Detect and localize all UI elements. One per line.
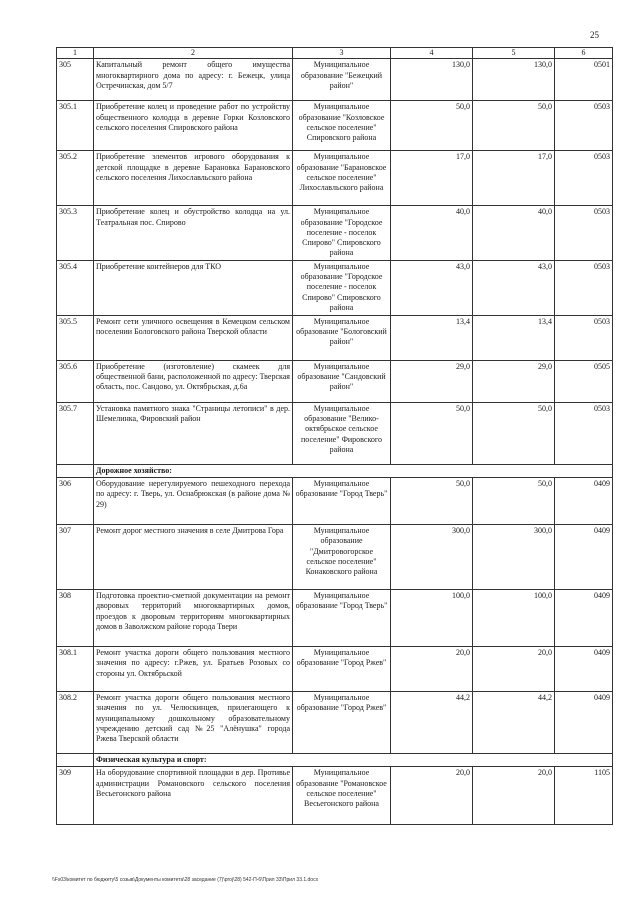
page-number: 25	[590, 30, 599, 40]
municipality-cell: Муниципальное образование "Город Ржев"	[293, 647, 391, 692]
municipality-cell: Муниципальное образование "Дмитровогорское сельское поселение" Конаковского района	[293, 525, 391, 590]
row-number-cell: 305.1	[57, 101, 94, 151]
amount-total-cell: 50,0	[473, 402, 555, 464]
section-title: Дорожное хозяйство:	[94, 464, 613, 477]
table-row	[57, 206, 613, 260]
amount-cell: 130,0	[391, 59, 473, 101]
budget-code-cell: 0503	[555, 101, 613, 151]
table-row	[57, 151, 613, 206]
description-cell: На оборудование спортивной площадки в дер. Противье администрации Романовского сельского поселения Весьегонского района	[94, 767, 293, 825]
row-number-cell: 309	[57, 767, 94, 825]
table-row	[57, 692, 613, 754]
header-col-2: 2	[94, 48, 293, 59]
row-number-cell: 305.5	[57, 315, 94, 360]
table-row	[57, 647, 613, 692]
description-cell: Приобретение (изготовление) скамеек для общественной бани, расположенной по адресу: Тверская область, пос. Сандово, ул. Октябрьская, д.6а	[94, 360, 293, 402]
description-cell: Ремонт участка дороги общего пользования местного значения по адресу: г.Ржев, ул. Братьев Розовых со стороны ул. Октябрьской	[94, 647, 293, 692]
table-row	[57, 360, 613, 402]
description-cell: Оборудование нерегулируемого пешеходного перехода по адресу: г. Тверь, ул. Оснабрюкская (в районе дома № 29)	[94, 478, 293, 525]
amount-total-cell: 44,2	[473, 692, 555, 754]
table-row	[57, 315, 613, 360]
budget-code-cell: 1105	[555, 767, 613, 825]
table-row	[57, 478, 613, 525]
row-number-cell: 305	[57, 59, 94, 101]
row-number-cell: 305.2	[57, 151, 94, 206]
amount-cell: 100,0	[391, 590, 473, 647]
description-cell: Ремонт сети уличного освещения в Кемецком сельском поселении Бологовского района Тверской области	[94, 315, 293, 360]
row-number-cell: 305.7	[57, 402, 94, 464]
amount-cell: 20,0	[391, 647, 473, 692]
amount-cell: 13,4	[391, 315, 473, 360]
municipality-cell: Муниципальное образование "Велико-октябрьское сельское поселение" Фировского района	[293, 402, 391, 464]
amount-total-cell: 100,0	[473, 590, 555, 647]
municipality-cell: Муниципальное образование "Барановское сельское поселение" Лихославльского района	[293, 151, 391, 206]
amount-cell: 29,0	[391, 360, 473, 402]
amount-total-cell: 130,0	[473, 59, 555, 101]
row-number-cell: 308.2	[57, 692, 94, 754]
amount-cell: 40,0	[391, 206, 473, 260]
municipality-cell: Муниципальное образование "Сандовский район"	[293, 360, 391, 402]
table-body	[57, 48, 613, 825]
amount-total-cell: 20,0	[473, 767, 555, 825]
description-cell: Приобретение колец и обустройство колодца на ул. Театральная пос. Спирово	[94, 206, 293, 260]
header-col-4: 4	[391, 48, 473, 59]
table-row	[57, 767, 613, 825]
budget-code-cell: 0503	[555, 260, 613, 315]
table-row	[57, 402, 613, 464]
budget-code-cell: 0409	[555, 692, 613, 754]
municipality-cell: Муниципальное образование "Городское поселение - поселок Спирово" Спировского района	[293, 206, 391, 260]
section-title: Физическая культура и спорт:	[94, 754, 613, 767]
row-number-cell: 305.6	[57, 360, 94, 402]
section-num-cell	[57, 754, 94, 767]
header-col-1: 1	[57, 48, 94, 59]
municipality-cell: Муниципальное образование "Город Тверь"	[293, 590, 391, 647]
description-cell: Приобретение колец и проведение работ по устройству общественного колодца в деревне Горки Козловского сельского поселения Спировского района	[94, 101, 293, 151]
budget-code-cell: 0409	[555, 647, 613, 692]
municipality-cell: Муниципальное образование "Козловское сельское поселение" Спировского района	[293, 101, 391, 151]
row-number-cell: 306	[57, 478, 94, 525]
amount-total-cell: 43,0	[473, 260, 555, 315]
amount-cell: 43,0	[391, 260, 473, 315]
amount-cell: 44,2	[391, 692, 473, 754]
row-number-cell: 308	[57, 590, 94, 647]
row-number-cell: 308.1	[57, 647, 94, 692]
municipality-cell: Муниципальное образование "Город Тверь"	[293, 478, 391, 525]
table-row	[57, 59, 613, 101]
description-cell: Ремонт участка дороги общего пользования местного значения по ул. Челюскинцев, прилегающего к муниципальному дошкольному образовательному учреждению детский сад №25 "Алёнушка" города Ржева Тверской области	[94, 692, 293, 754]
budget-code-cell: 0503	[555, 402, 613, 464]
amount-total-cell: 50,0	[473, 478, 555, 525]
budget-code-cell: 0409	[555, 590, 613, 647]
row-number-cell: 305.3	[57, 206, 94, 260]
amount-cell: 50,0	[391, 402, 473, 464]
table-header-row	[57, 48, 613, 59]
budget-code-cell: 0503	[555, 315, 613, 360]
file-path-footer: \\Fs03\комитет по бюджету\5 созыв\Документы комитета\28 заседание (7)\proj\28) 542-П-6\Прил 33\Прил 33.1.docx	[52, 877, 319, 883]
municipality-cell: Муниципальное образование "Город Ржев"	[293, 692, 391, 754]
description-cell: Приобретение элементов игрового оборудования к детской площадке в деревне Барановка Барановского сельского поселения Лихославльского района	[94, 151, 293, 206]
municipality-cell: Муниципальное образование "Романовское сельское поселение" Весьегонского района	[293, 767, 391, 825]
amount-cell: 50,0	[391, 478, 473, 525]
municipality-cell: Муниципальное образование "Бежецкий район"	[293, 59, 391, 101]
amount-cell: 17,0	[391, 151, 473, 206]
budget-code-cell: 0503	[555, 151, 613, 206]
municipality-cell: Муниципальное образование "Бологовский район"	[293, 315, 391, 360]
row-number-cell: 307	[57, 525, 94, 590]
table-row	[57, 260, 613, 315]
budget-code-cell: 0409	[555, 525, 613, 590]
table-row	[57, 590, 613, 647]
section-heading-row	[57, 464, 613, 477]
appropriations-table	[56, 47, 613, 825]
header-col-6: 6	[555, 48, 613, 59]
amount-cell: 300,0	[391, 525, 473, 590]
description-cell: Приобретение контейнеров для ТКО	[94, 260, 293, 315]
description-cell: Капитальный ремонт общего имущества многоквартирного дома по адресу: г. Бежецк, улица Остречинская, дом 5/7	[94, 59, 293, 101]
amount-total-cell: 50,0	[473, 101, 555, 151]
row-number-cell: 305.4	[57, 260, 94, 315]
description-cell: Ремонт дорог местного значения в селе Дмитрова Гора	[94, 525, 293, 590]
budget-code-cell: 0505	[555, 360, 613, 402]
amount-total-cell: 17,0	[473, 151, 555, 206]
amount-cell: 20,0	[391, 767, 473, 825]
description-cell: Подготовка проектно-сметной документации на ремонт дворовых территорий многоквартирных домов, проездов к дворовым территориям многоквартирных домов в Заволжском районе города Твери	[94, 590, 293, 647]
budget-code-cell: 0503	[555, 206, 613, 260]
amount-total-cell: 29,0	[473, 360, 555, 402]
table-row	[57, 101, 613, 151]
amount-total-cell: 20,0	[473, 647, 555, 692]
table-row	[57, 525, 613, 590]
budget-code-cell: 0501	[555, 59, 613, 101]
header-col-3: 3	[293, 48, 391, 59]
amount-total-cell: 40,0	[473, 206, 555, 260]
section-heading-row	[57, 754, 613, 767]
budget-code-cell: 0409	[555, 478, 613, 525]
municipality-cell: Муниципальное образование "Городское поселение - поселок Спирово" Спировского района	[293, 260, 391, 315]
description-cell: Установка памятного знака "Страницы летописи" в дер. Шемелинка, Фировский район	[94, 402, 293, 464]
amount-total-cell: 13,4	[473, 315, 555, 360]
header-col-5: 5	[473, 48, 555, 59]
amount-cell: 50,0	[391, 101, 473, 151]
amount-total-cell: 300,0	[473, 525, 555, 590]
section-num-cell	[57, 464, 94, 477]
